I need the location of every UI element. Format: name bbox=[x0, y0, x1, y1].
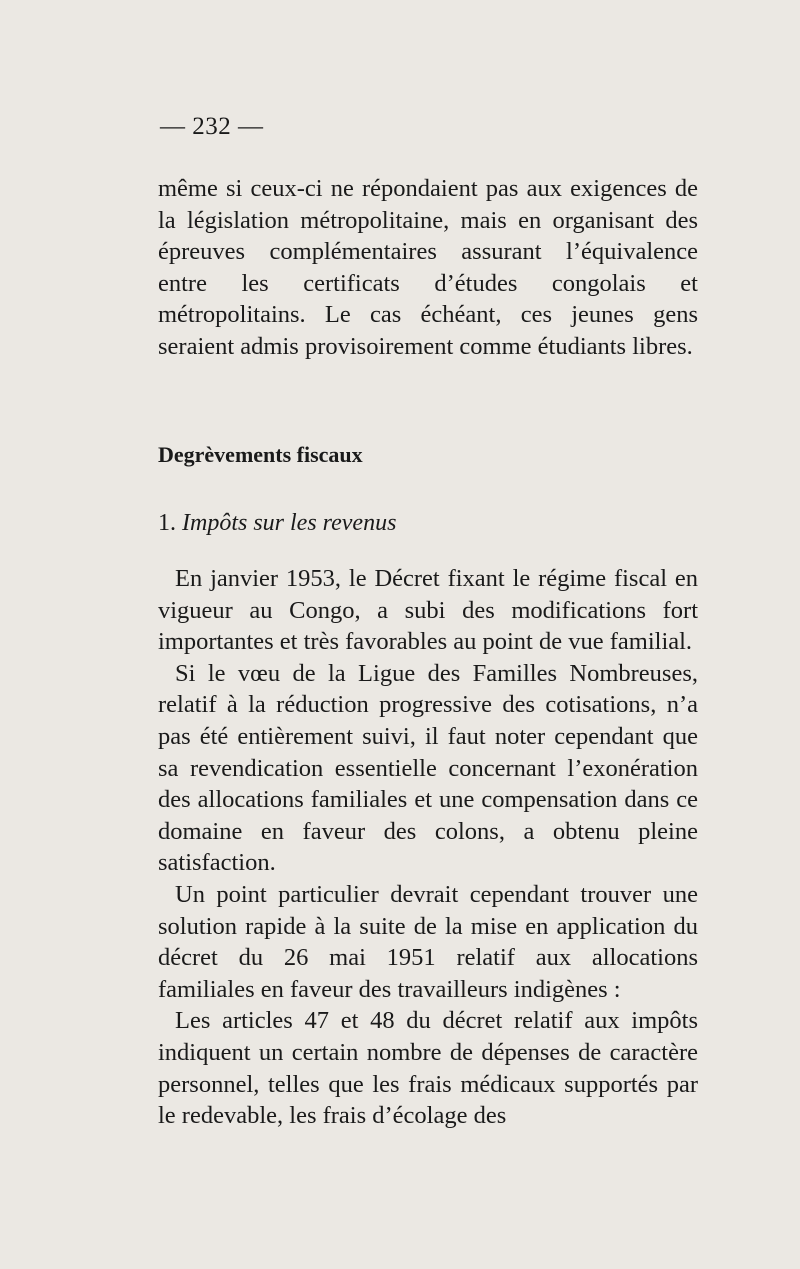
paragraph: Un point particulier devrait cependant trouver une solution rapide à la suite de la mise en application du décret du 26 mai 1951 relatif aux allocations familiales en faveur des travailleurs indigènes : bbox=[158, 880, 698, 1003]
subsection-number: 1. bbox=[158, 510, 176, 536]
subsection-title: Impôts sur les revenus bbox=[182, 510, 397, 536]
subsection-heading bbox=[158, 508, 396, 538]
intro-paragraph: même si ceux-ci ne répondaient pas aux exigences de la législation métropolitaine, mais en organisant des épreuves complémentaires assurant l’équivalence entre les certificats d’études congolais et métropolitains. Le cas échéant, ces jeunes gens seraient admis provisoirement comme étudiants libres. bbox=[158, 175, 698, 360]
body-paragraphs bbox=[158, 563, 698, 1132]
paragraph: Les articles 47 et 48 du décret relatif aux impôts indiquent un certain nombre de dépenses de caractère personnel, telles que les frais médicaux supportés par le redevable, les frais d’écolage des bbox=[158, 1007, 698, 1130]
page-number: — 232 — bbox=[160, 113, 264, 140]
paragraph: En janvier 1953, le Décret fixant le régime fiscal en vigueur au Congo, a subi des modifications fort importantes et très favorables au point de vue familial. bbox=[158, 565, 698, 656]
intro-paragraph-block bbox=[158, 173, 698, 363]
section-heading: Degrèvements fiscaux bbox=[158, 442, 363, 467]
paragraph: Si le vœu de la Ligue des Familles Nombreuses, relatif à la réduction progressive des cotisations, n’a pas été entièrement suivi, il faut noter cependant que sa revendication essentielle concernant l’exonération des allocations familiales et une compensation dans ce domaine en faveur des colons, a obtenu pleine satisfaction. bbox=[158, 659, 698, 877]
